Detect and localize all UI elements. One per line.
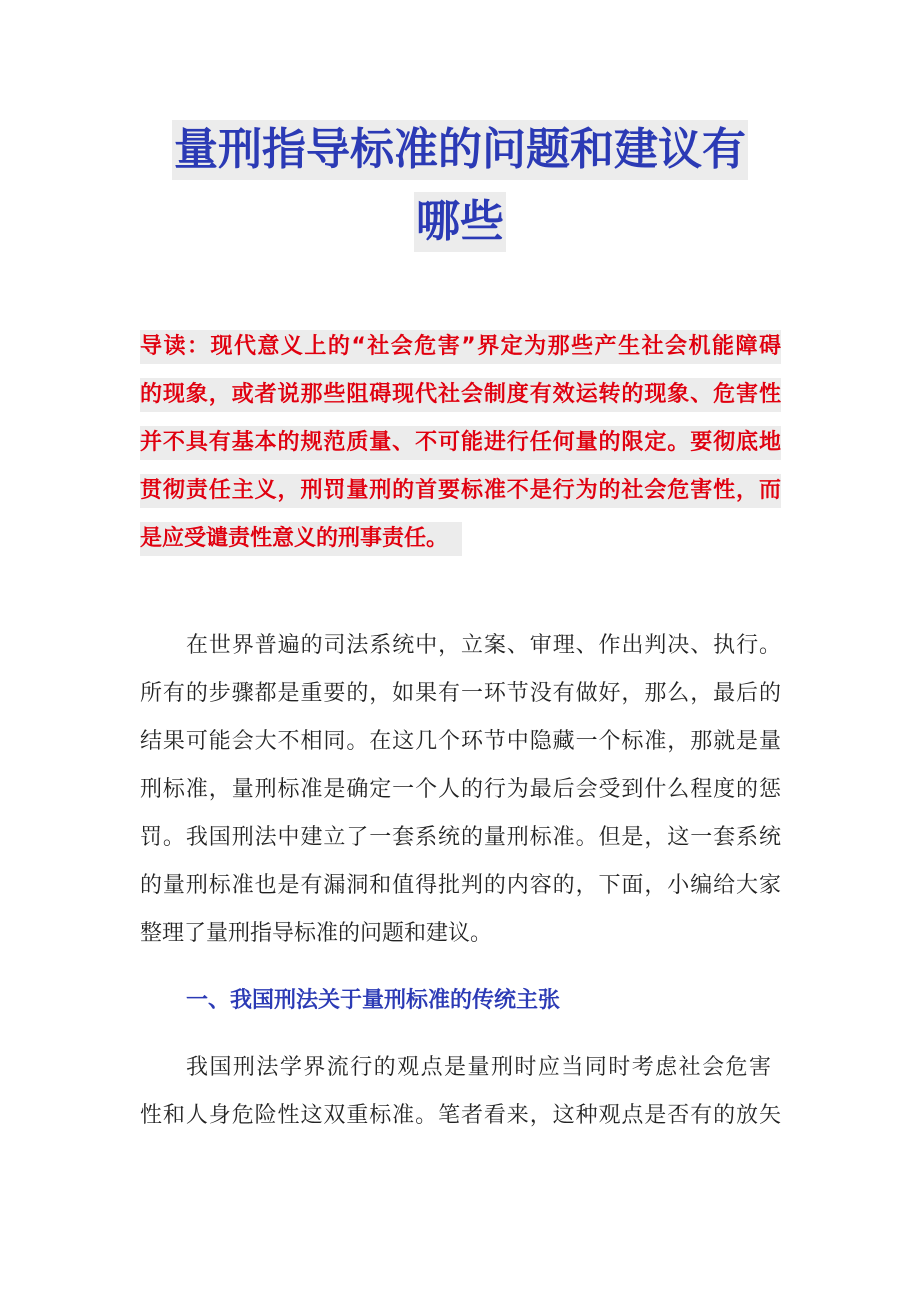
title-line-1: 量刑指导标准的问题和建议有: [172, 120, 748, 180]
body-line: 刑标准，量刑标准是确定一个人的行为最后会受到什么程度的惩: [140, 777, 781, 802]
title-line-2: 哪些: [414, 192, 506, 252]
body-line: 在世界普遍的司法系统中，立案、审理、作出判决、执行。: [186, 633, 781, 658]
lead-line: 是应受谴责性意义的刑事责任。: [140, 522, 462, 556]
body-line: 的量刑标准也是有漏洞和值得批判的内容的，下面，小编给大家: [140, 873, 781, 898]
body-line: 整理了量刑指导标准的问题和建议。: [140, 921, 493, 946]
body-line: 罚。我国刑法中建立了一套系统的量刑标准。但是，这一套系统: [140, 825, 781, 850]
lead-line: 贯彻责任主义，刑罚量刑的首要标准不是行为的社会危害性，而: [140, 474, 781, 508]
section-heading: 一、我国刑法关于量刑标准的传统主张: [186, 988, 561, 1013]
body-line: 性和人身危险性这双重标准。笔者看来，这种观点是否有的放矢: [140, 1103, 781, 1128]
lead-line: 导读：现代意义上的“社会危害”界定为那些产生社会机能障碍: [140, 330, 781, 364]
lead-line: 的现象，或者说那些阻碍现代社会制度有效运转的现象、危害性: [140, 378, 781, 412]
lead-line: 并不具有基本的规范质量、不可能进行任何量的限定。要彻底地: [140, 426, 781, 460]
body-line: 所有的步骤都是重要的，如果有一环节没有做好，那么，最后的: [140, 681, 781, 706]
body-line: 结果可能会大不相同。在这几个环节中隐藏一个标准，那就是量: [140, 729, 781, 754]
body-line: 我国刑法学界流行的观点是量刑时应当同时考虑社会危害: [186, 1055, 771, 1080]
